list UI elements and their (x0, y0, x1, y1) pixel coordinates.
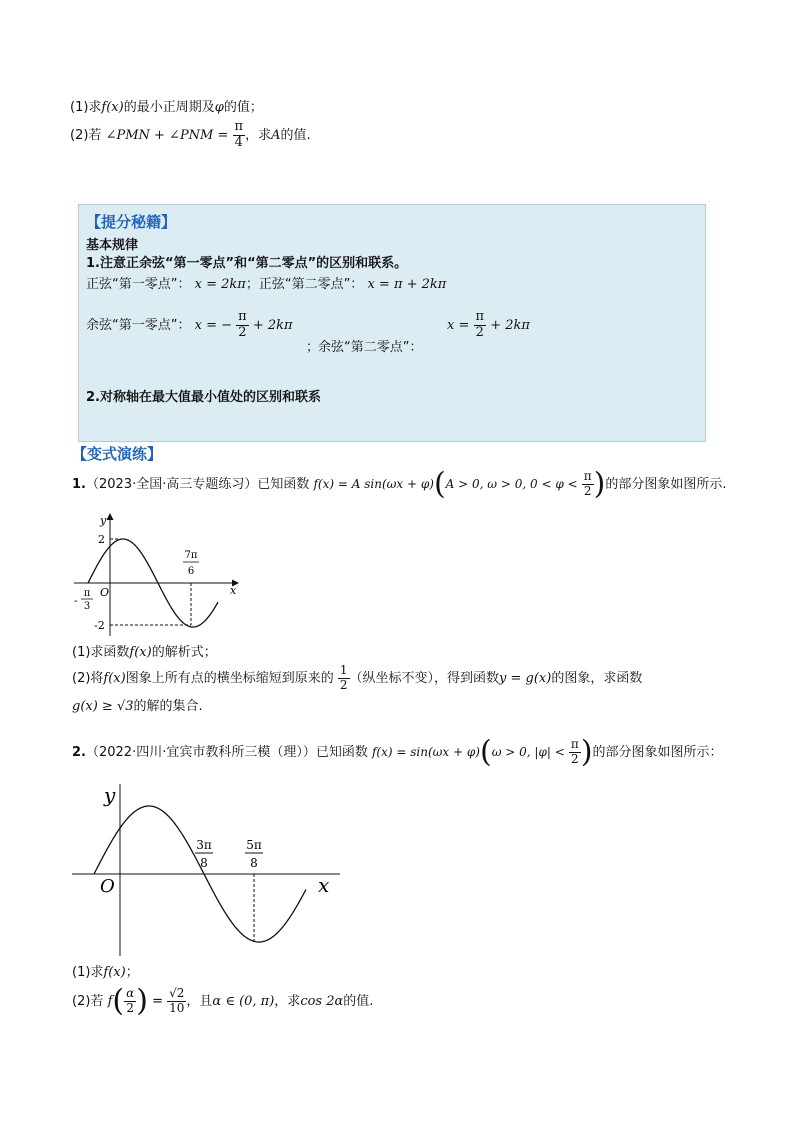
q2-part-1: (1)求f(x)； (72, 965, 139, 980)
tip-sin-zeros: 正弦“第一零点”： x = 2kπ；正弦“第二零点”： x = π + 2kπ (86, 277, 447, 292)
tip-subtitle: 基本规律 (86, 238, 139, 253)
q1-part-2: (2)将f(x)图象上所有点的横坐标缩短到原来的 $\frac{1}{2}$ （纵坐标不变），得到函数y = g(x)的图象，求函数 (72, 663, 643, 692)
q1-y-label: y (100, 514, 107, 527)
q2-graph (70, 780, 360, 958)
tip-cos-first-zero: 余弦“第一零点”： x = − $\frac{\pi}{2}$ + 2kπ (86, 309, 293, 340)
prev-part-1: (1)求f(x)的最小正周期及φ的值； (70, 100, 263, 115)
q2-t1-den: 8 (200, 856, 208, 870)
q2-t2-den: 8 (250, 856, 258, 870)
q1-x-label: x (230, 584, 237, 597)
q1-right-den: 6 (187, 566, 195, 577)
q2-x-label: x (318, 873, 330, 897)
q1-right-num: 7π (184, 550, 198, 561)
variant-header: 【变式演练】 (72, 445, 163, 463)
tip-sep-2: ； (306, 340, 320, 355)
prev-part-2: (2)若 ∠PMN + ∠PNM = $\frac{\pi}{4}$ ，求A的值. (70, 119, 311, 150)
q2-origin-label: O (100, 876, 115, 897)
q1-left-den: 3 (83, 601, 91, 612)
q1-y-top-label: 2 (98, 533, 105, 546)
q2-t1-num: 3π (196, 838, 212, 852)
tip-cos-second-label: 余弦“第二零点”： (318, 340, 423, 355)
q1-left-num: π (83, 588, 91, 599)
q2-stem: 2.（2022·四川·宜宾市教科所三模（理））已知函数 f(x) = sin(ωx + φ)(ω > 0, |φ| < $\frac{\pi}{2}$ )的部分图象如图所示： (72, 734, 723, 770)
q1-graph (70, 508, 250, 638)
q1-part-1: (1)求函数f(x)的解析式； (72, 645, 217, 660)
tip-point-1: 1.注意正余弦“第一零点”和“第二零点”的区别和联系。 (86, 256, 408, 271)
tip-title: 【提分秘籍】 (86, 213, 177, 231)
q1-part-2-cont: g(x) ≥ √3的解的集合. (72, 699, 203, 714)
q1-origin-label: O (100, 586, 110, 599)
q2-y-label: y (104, 783, 116, 807)
tip-point-2: 2.对称轴在最大值最小值处的区别和联系 (86, 390, 321, 405)
q2-part-2: (2)若 f( $\frac{\alpha}{2}$ ) = $\frac{√2}{10}$ ，且α ∈ (0, π)，求cos 2α的值. (72, 983, 374, 1019)
q1-y-bottom-label: -2 (94, 619, 105, 632)
q1-left-sign: - (74, 594, 78, 607)
tip-cos-second-formula: x = $\frac{\pi}{2}$ + 2kπ (447, 309, 530, 340)
q1-stem: 1.（2023·全国·高三专题练习）已知函数 f(x) = A sin(ωx + φ)(A > 0, ω > 0, 0 < φ < $\frac{\pi}{2}$ )的部分图象如图所示. (72, 466, 727, 502)
q2-t2-num: 5π (246, 838, 262, 852)
